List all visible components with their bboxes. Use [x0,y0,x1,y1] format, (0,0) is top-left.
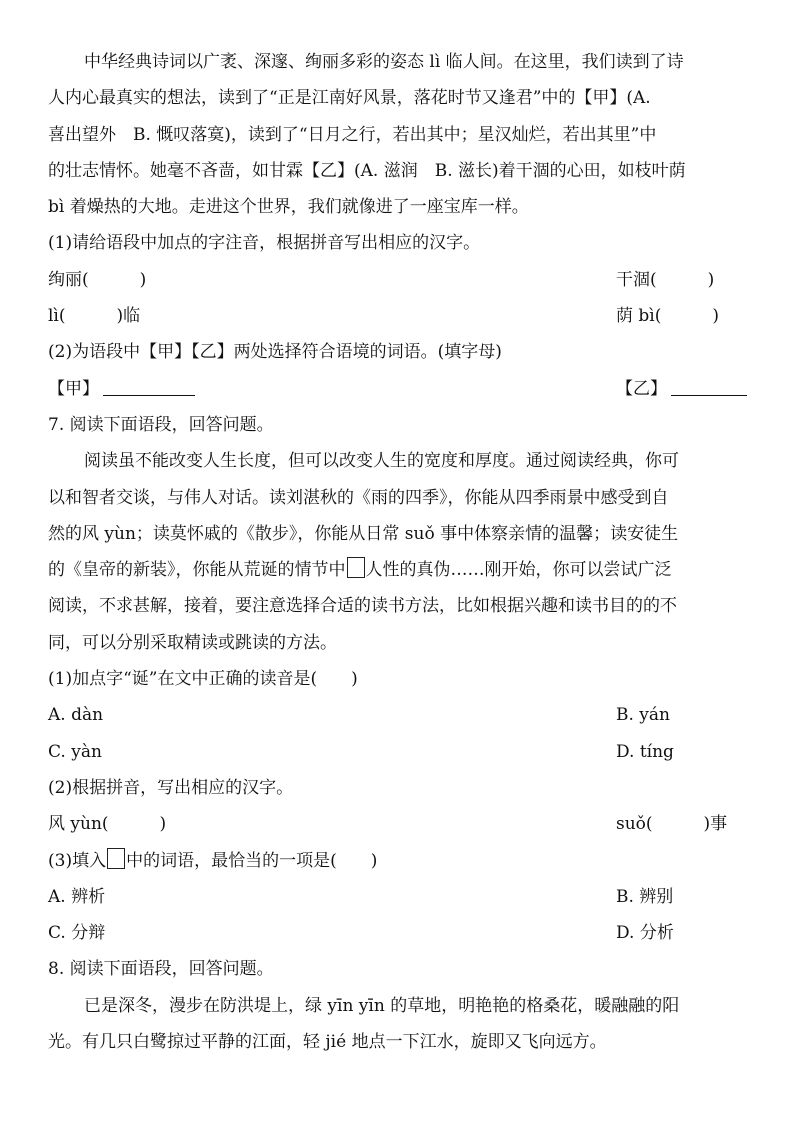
q7-fill-box[interactable] [347,557,365,578]
q8-line: 光。有几只白鹭掠过平静的江面，轻 jié 地点一下江水，旋即又飞向远方。 [48,1032,607,1053]
q7-blank-yun[interactable]: 风 yùn( ) [48,814,167,835]
q6-blank-gange[interactable]: 干涸( ) [616,269,715,290]
q7-sub2: (2)根据拼音，写出相应的汉字。 [48,777,294,798]
q7-sub1-options-row [48,697,748,733]
q6-jia-label: 【甲】 [48,378,99,399]
q7-line: 阅读虽不能改变人生长度，但可以改变人生的宽度和厚度。通过阅读经典，你可 [84,451,679,472]
passage1-line: bì 着燥热的大地。走进这个世界，我们就像进了一座宝库一样。 [48,197,529,218]
q7-heading: 7. 阅读下面语段，回答问题。 [48,414,274,435]
q7-sub3-before: (3)填入 [48,850,107,871]
q6-yi-answer-line[interactable] [671,394,747,396]
q6-row1 [48,262,748,298]
q6-yi-answer [616,371,747,407]
q7-sub3-after: 中的词语，最恰当的一项是( ) [126,850,378,871]
q6-blank-xuanli[interactable]: 绚丽( ) [48,269,147,290]
q7-sub3-options-row [48,915,748,951]
q6-blank-li[interactable]: lì( )临 [48,306,141,327]
q6-sub2: (2)为语段中【甲】【乙】两处选择符合语境的词语。(填字母) [48,342,502,363]
q7-sub3-option-d[interactable]: D. 分析 [616,923,674,944]
passage1-line: 人内心最真实的想法，读到了“正是江南好风景，落花时节又逢君”中的【甲】(A. [48,88,651,109]
passage1-line: 喜出望外 B. 慨叹落寞)，读到了“日月之行，若出其中；星汉灿烂，若出其里”中 [48,124,657,145]
q7-sub3-box [107,848,125,869]
q7-sub1-option-b[interactable]: B. yán [616,705,670,726]
q8-heading: 8. 阅读下面语段，回答问题。 [48,959,274,980]
q8-line: 已是深冬，漫步在防洪堤上，绿 yīn yīn 的草地，明艳艳的格桑花，暖融融的阳 [84,995,680,1016]
q7-sub3-options-row [48,879,748,915]
passage1-line: 中华经典诗词以广袤、深邃、绚丽多彩的姿态 lì 临人间。在这里，我们读到了诗 [84,52,684,72]
q7-sub3 [48,843,748,879]
q6-blank-bi[interactable]: 荫 bì( ) [616,306,719,327]
q7-sub1-option-a[interactable]: A. dàn [48,705,104,726]
q6-sub1: (1)请给语段中加点的字注音，根据拼音写出相应的汉字。 [48,233,481,254]
q7-sub1-option-c[interactable]: C. yàn [48,741,102,762]
q7-line-with-box [48,552,748,588]
q7-line4-after: 人性的真伪……刚开始，你可以尝试广泛 [365,560,672,581]
q7-line4-before: 的《皇帝的新装》，你能从荒诞的情节中 [48,560,346,581]
q7-sub3-option-c[interactable]: C. 分辩 [48,923,106,944]
q7-sub2-row [48,806,748,842]
passage1-line: 的壮志情怀。她毫不吝啬，如甘霖【乙】(A. 滋润 B. 滋长)着干涸的心田，如枝叶荫 [48,160,686,181]
q7-sub3-option-a[interactable]: A. 辨析 [48,886,106,907]
q6-answer-row [48,371,748,407]
q7-line: 以和智者交谈，与伟人对话。读刘湛秋的《雨的四季》，你能从四季雨景中感受到自 [48,487,669,508]
q6-yi-label: 【乙】 [616,378,667,399]
q7-line: 然的风 yùn；读莫怀戚的《散步》，你能从日常 suǒ 事中体察亲情的温馨；读安徒生 [48,523,679,544]
q7-sub1-options-row [48,734,748,770]
q7-sub1-option-d[interactable]: D. tíng [616,741,674,762]
q7-sub1: (1)加点字“诞”在文中正确的读音是( ) [48,669,358,690]
q6-row2 [48,298,748,334]
q7-sub3-option-b[interactable]: B. 辨别 [616,886,674,907]
q7-blank-suo[interactable]: suǒ( )事 [616,814,728,835]
q6-jia-answer-line[interactable] [103,394,195,396]
document-page [48,44,748,1060]
q7-line: 同，可以分别采取精读或跳读的方法。 [48,632,337,653]
q7-line: 阅读，不求甚解，接着，要注意选择合适的读书方法，比如根据兴趣和读书目的的不 [48,596,677,617]
